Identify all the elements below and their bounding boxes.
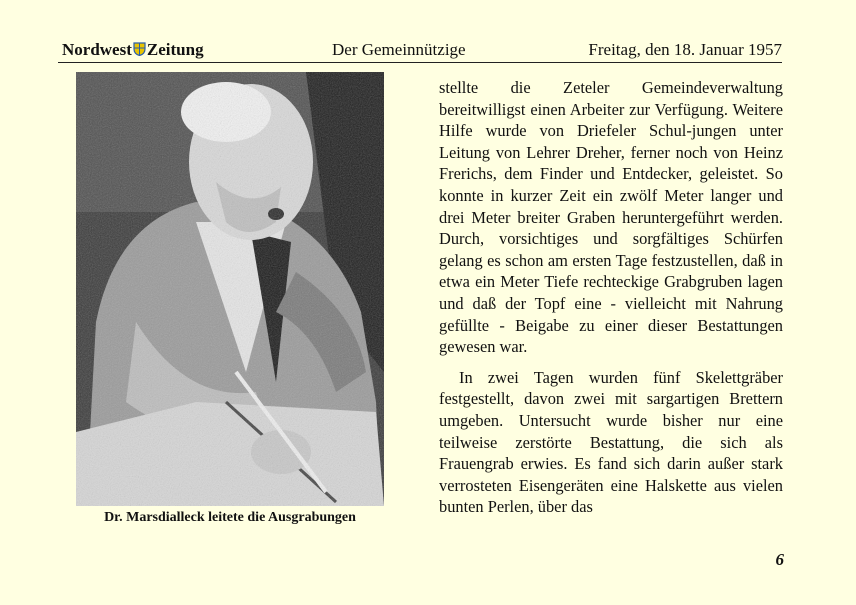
newspaper-name-right: Zeitung	[146, 40, 204, 59]
section-title: Der Gemeinnützige	[332, 40, 466, 59]
page-number: 6	[775, 550, 784, 569]
photo-caption: Dr. Marsdialleck leitete die Ausgrabungen	[104, 510, 356, 525]
article-paragraph: stellte die Zeteler Gemeindeverwaltung bereitwilligst einen Arbeiter zur Verfügung. Weitere Hilfe wurde von Driefeler Schul-jungen unter Leitung von Lehrer Dreher, ferner noch von Heinz Frerichs, dem Finder und Entdecker, geleistet. So konnte in kurzer Zeit ein zwölf Meter langer und drei Meter breiter Graben heruntergeführt werden. Durch, vorsichtiges und sorgfältiges Schürfen gelang es schon am ersten Tage festzustellen, daß in etwa ein Meter Tiefe rechteckige Grabgruben lagen und daß der Topf eine - vielleicht mit Nahrung gefüllte - Beigabe zu einer dieser Bestattungen gewesen war.	[439, 78, 783, 357]
article-paragraph: In zwei Tagen wurden fünf Skelettgräber festgestellt, davon zwei mit sargartigen Brettern umgeben. Untersucht wurde bisher nur eine teilweise zerstörte Bestattung, die sich als Frauengrab erwies. Es fand sich darin außer stark verrosteten Eisengeräten eine Halskette aus vielen bunten Perlen, über das	[439, 367, 783, 517]
newspaper-name-left: Nordwest	[62, 40, 132, 59]
newspaper-name	[62, 40, 204, 61]
page-header	[60, 40, 782, 62]
issue-date: Freitag, den 18. Januar 1957	[588, 40, 782, 59]
portrait-photo	[76, 72, 384, 506]
article-body	[439, 77, 783, 518]
header-rule	[58, 62, 782, 63]
coat-of-arms-icon	[133, 41, 146, 61]
